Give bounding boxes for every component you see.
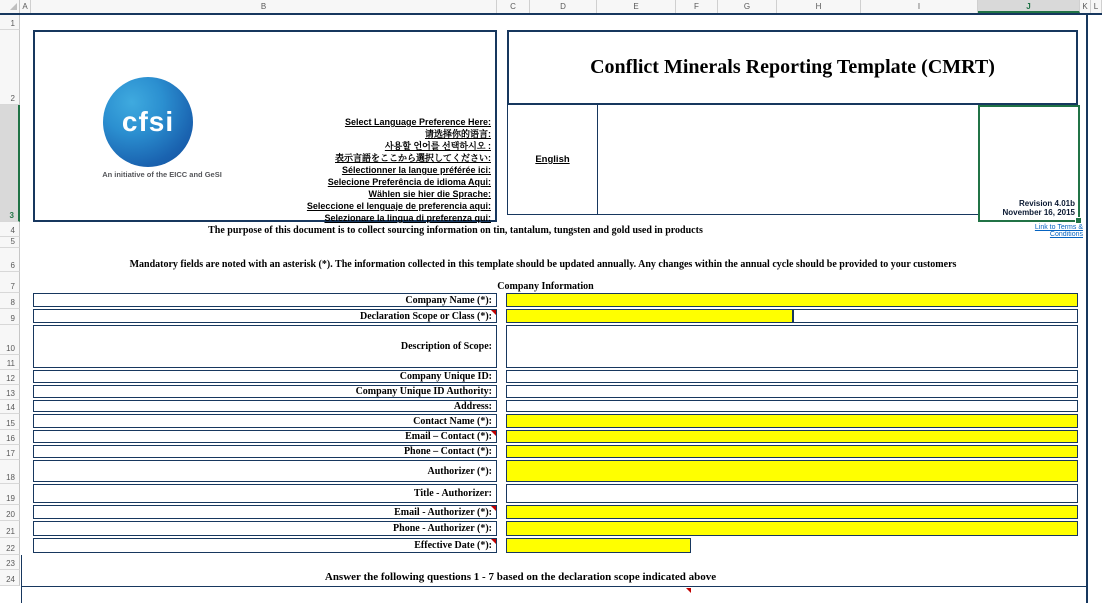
form-input-cell-secondary[interactable] — [793, 309, 1078, 323]
language-option[interactable]: Selecione Preferência de idioma Aqui: — [327, 177, 491, 187]
form-row-label-text: Email - Authorizer (*): — [394, 506, 492, 518]
form-row-label — [33, 293, 497, 307]
row-header-2[interactable]: 2 — [0, 30, 20, 105]
form-row-label-text: Email – Contact (*): — [405, 431, 492, 442]
form-row-label-text: Contact Name (*): — [413, 415, 492, 427]
cfsi-logo-text: cfsi — [121, 106, 175, 137]
row-header-1[interactable]: 1 — [0, 13, 20, 30]
column-header-L[interactable]: L — [1091, 0, 1102, 13]
form-input-cell[interactable] — [506, 505, 1078, 519]
selected-cell-revision[interactable] — [978, 105, 1080, 222]
row-header-24[interactable]: 24 — [0, 570, 20, 586]
comment-marker-icon — [491, 539, 496, 544]
row-header-5[interactable]: 5 — [0, 237, 20, 248]
header-band-bottom-border — [598, 214, 978, 215]
form-input-cell[interactable] — [506, 460, 1078, 482]
mandatory-note: Mandatory fields are noted with an asterisk (*). The information collected in this template should be updated annually. Any changes within the annual cycle should be provided to your customers — [129, 259, 957, 270]
form-row-label — [33, 309, 497, 323]
row-header-18[interactable]: 18 — [0, 460, 20, 484]
form-row-label — [33, 521, 497, 536]
language-select-cell[interactable] — [507, 105, 598, 215]
row-header-3[interactable]: 3 — [0, 105, 20, 222]
form-row-label — [33, 505, 497, 519]
revision-label: Revision 4.01b — [1018, 199, 1075, 208]
language-option[interactable]: 请选择你的语言: — [425, 129, 491, 139]
sheet-top-border — [0, 13, 1102, 15]
language-option[interactable]: 表示言語をここから選択してください: — [335, 153, 491, 163]
form-row-label-text: Company Unique ID Authority: — [355, 386, 492, 397]
form-input-cell[interactable] — [506, 400, 1078, 412]
row-header-22[interactable]: 22 — [0, 538, 20, 555]
cfsi-logo — [103, 77, 193, 167]
form-input-cell[interactable] — [506, 370, 1078, 383]
row-header-8[interactable]: 8 — [0, 293, 20, 309]
row-header-21[interactable]: 21 — [0, 521, 20, 538]
row-header-13[interactable]: 13 — [0, 385, 20, 400]
form-row-label — [33, 325, 497, 368]
revision-date: November 16, 2015 — [1002, 208, 1075, 217]
column-header-G[interactable]: G — [718, 0, 777, 13]
form-input-cell[interactable] — [506, 293, 1078, 307]
row-header-9[interactable]: 9 — [0, 309, 20, 325]
form-row-label — [33, 370, 497, 383]
form-input-cell[interactable] — [506, 445, 1078, 458]
form-row-label-text: Address: — [453, 400, 492, 412]
column-header-A[interactable]: A — [20, 0, 31, 13]
form-input-cell[interactable] — [506, 521, 1078, 536]
select-all-triangle-icon — [10, 3, 17, 10]
form-input-cell[interactable] — [506, 309, 793, 323]
row-header-16[interactable]: 16 — [0, 430, 20, 445]
row-header-12[interactable]: 12 — [0, 370, 20, 385]
language-option[interactable]: Select Language Preference Here: — [344, 117, 491, 127]
column-header-E[interactable]: E — [597, 0, 676, 13]
select-all-corner[interactable] — [0, 0, 20, 13]
terms-link[interactable]: Link to Terms & Conditions — [1034, 224, 1083, 238]
comment-marker-icon — [491, 506, 496, 511]
row-header-20[interactable]: 20 — [0, 505, 20, 521]
row-header-11[interactable]: 11 — [0, 355, 20, 370]
column-header-B[interactable]: B — [31, 0, 497, 13]
form-input-cell[interactable] — [506, 430, 1078, 443]
language-list — [307, 116, 491, 224]
form-input-cell[interactable] — [506, 538, 691, 553]
column-header-F[interactable]: F — [676, 0, 718, 13]
next-section-top-border — [21, 586, 1087, 587]
form-row-label — [33, 484, 497, 503]
form-input-cell[interactable] — [506, 325, 1078, 368]
row-header-4[interactable]: 4 — [0, 222, 20, 237]
form-row-label-text: Description of Scope: — [400, 341, 492, 352]
form-row-label-text: Title - Authorizer: — [413, 488, 492, 499]
title-box — [507, 30, 1078, 105]
form-row-label — [33, 400, 497, 412]
sheet-right-border — [1086, 13, 1088, 603]
form-input-cell[interactable] — [506, 414, 1078, 428]
column-header-H[interactable]: H — [777, 0, 861, 13]
page-title: Conflict Minerals Reporting Template (CMRT) — [590, 56, 995, 78]
language-option[interactable]: Sélectionner la langue préférée ici: — [341, 165, 491, 175]
column-header-J[interactable]: J — [978, 0, 1080, 13]
logo-tagline: An initiative of the EICC and GeSI — [102, 170, 222, 179]
form-row-label-text: Phone – Contact (*): — [403, 446, 492, 457]
row-header-23[interactable]: 23 — [0, 555, 20, 570]
form-row-label — [33, 538, 497, 553]
form-row-label-text: Effective Date (*): — [414, 540, 492, 551]
column-header-C[interactable]: C — [497, 0, 530, 13]
selection-fill-handle[interactable] — [1075, 217, 1082, 224]
form-row-label-text: Company Name (*): — [405, 294, 492, 306]
row-header-19[interactable]: 19 — [0, 484, 20, 505]
column-header-I[interactable]: I — [861, 0, 978, 13]
section-title-company-information: Company Information — [497, 281, 594, 292]
language-option[interactable]: Seleccione el lenguaje de preferencia aqui: — [306, 201, 491, 211]
row-header-6[interactable]: 6 — [0, 248, 20, 272]
form-row-label — [33, 385, 497, 398]
comment-marker-icon — [491, 310, 496, 315]
comment-marker-icon — [686, 588, 691, 593]
form-input-cell[interactable] — [506, 385, 1078, 398]
form-row-label — [33, 430, 497, 443]
form-row-label — [33, 445, 497, 458]
row-header-15[interactable]: 15 — [0, 414, 20, 430]
comment-marker-icon — [491, 431, 496, 436]
column-header-K[interactable]: K — [1080, 0, 1091, 13]
language-option[interactable]: 사용할 언어를 선택하시오 : — [384, 141, 491, 151]
next-section-left-border — [21, 555, 22, 603]
language-option[interactable]: Wählen sie hier die Sprache: — [368, 189, 491, 199]
row-header-14[interactable]: 14 — [0, 400, 20, 414]
column-header-D[interactable]: D — [530, 0, 597, 13]
form-row-label — [33, 460, 497, 482]
row-header-10[interactable]: 10 — [0, 325, 20, 355]
form-row-label-text: Declaration Scope or Class (*): — [359, 310, 492, 322]
form-row-label — [33, 414, 497, 428]
row-header-7[interactable]: 7 — [0, 272, 20, 293]
selected-language-label[interactable]: English — [535, 154, 570, 165]
row-header-17[interactable]: 17 — [0, 445, 20, 460]
answer-note: Answer the following questions 1 - 7 based on the declaration scope indicated above — [324, 571, 717, 583]
language-option[interactable]: Selezionare la lingua di preferenza qui: — [324, 213, 491, 223]
form-input-cell[interactable] — [506, 484, 1078, 503]
logo-language-panel — [33, 30, 497, 222]
purpose-note: The purpose of this document is to collect sourcing information on tin, tantalum, tungsten and gold used in products — [208, 225, 703, 236]
form-row-label-text: Phone - Authorizer (*): — [393, 523, 492, 534]
form-row-label-text: Authorizer (*): — [427, 465, 492, 477]
form-row-label-text: Company Unique ID: — [399, 371, 492, 382]
